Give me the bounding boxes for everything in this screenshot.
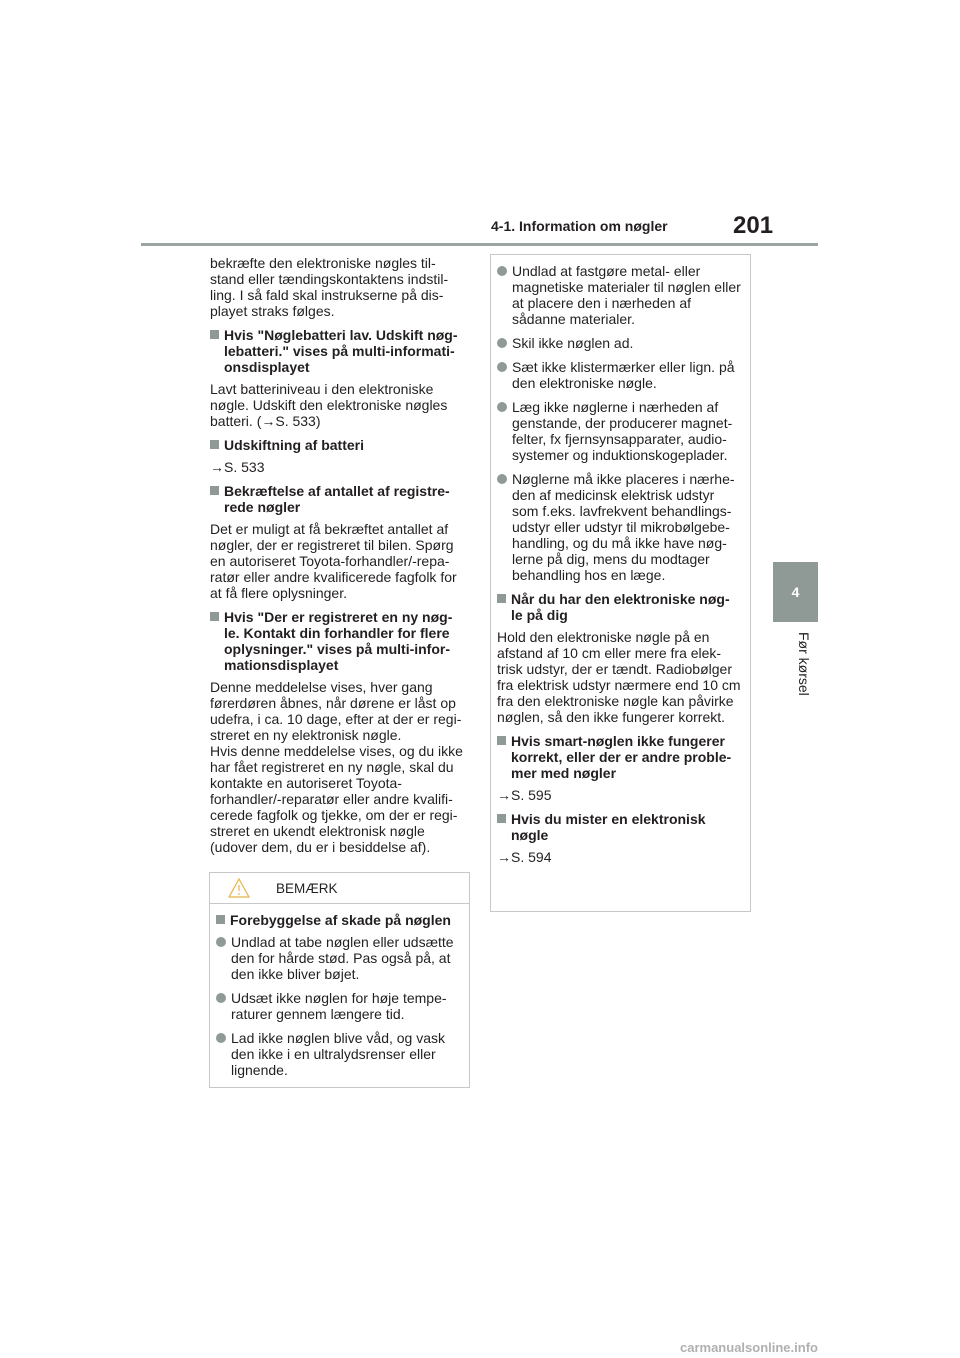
page-number: 201 bbox=[733, 212, 774, 239]
section-body: Denne meddelelse vises, hver gang førerdøren åbnes, når dørene er låst op udefra, i ca. 10 dage, efter at der er regi- streret en ny elektronisk nøgle. bbox=[210, 679, 462, 743]
list-item: Undlad at fastgøre metal- eller magnetiske materialer til nøglen eller at placere den i nærheden af sådanne materialer. bbox=[497, 263, 744, 327]
notice-header bbox=[210, 873, 469, 904]
section-heading: Bekræftelse af antallet af registre- rede nøgler bbox=[210, 483, 470, 515]
notice-title: BEMÆRK bbox=[276, 880, 338, 896]
square-bullet-icon bbox=[216, 915, 225, 924]
section-title: 4-1. Information om nøgler bbox=[491, 218, 668, 234]
list-item: Skil ikke nøglen ad. bbox=[497, 335, 744, 351]
right-info-box bbox=[490, 254, 751, 912]
section-heading: Udskiftning af batteri bbox=[210, 437, 470, 453]
page-reference[interactable]: →S. 594 bbox=[497, 849, 552, 865]
section-body: Hvis denne meddelelse vises, og du ikke har fået registreret en ny nøgle, skal du kontakte en autoriseret Toyota- forhandler/-reparatør eller andre kvalifi- cerede fagfolk og tjekke, om der er regi- streret en ukendt elektronisk nøgle (udover dem, du er i besiddelse af). bbox=[210, 743, 463, 855]
chapter-number: 4 bbox=[791, 584, 800, 600]
list-item: Sæt ikke klistermærker eller lign. på den elektroniske nøgle. bbox=[497, 359, 744, 391]
square-bullet-icon bbox=[497, 594, 506, 603]
bullet-dot-icon bbox=[497, 402, 507, 412]
header-rule bbox=[141, 243, 818, 246]
chapter-tab[interactable] bbox=[773, 562, 818, 622]
arrow-right-icon: → bbox=[497, 787, 511, 803]
list-item: Lad ikke nøglen blive våd, og vask den ikke i en ultralydsrenser eller lignende. bbox=[216, 1030, 463, 1078]
bullet-dot-icon bbox=[497, 338, 507, 348]
list-item: Læg ikke nøglerne i nærheden af genstande, der producerer magnet- felter, fx fjernsynsapparater, audio- systemer og induktionskogeplader. bbox=[497, 399, 744, 463]
square-bullet-icon bbox=[210, 440, 219, 449]
arrow-right-icon: → bbox=[210, 459, 224, 475]
section-heading: Hvis smart-nøglen ikke fungerer korrekt, eller der er andre proble- mer med nøgler bbox=[497, 733, 744, 781]
square-bullet-icon bbox=[210, 612, 219, 621]
page-reference[interactable]: →S. 533 bbox=[210, 459, 265, 475]
arrow-right-icon: → bbox=[497, 849, 511, 865]
intro-text: bekræfte den elektroniske nøgles til- stand eller tændingskontaktens indstil- ling. I så fald skal instrukserne på dis- playet straks følges. bbox=[210, 255, 449, 319]
section-body: Hold den elektroniske nøgle på en afstand af 10 cm eller mere fra elek- trisk udstyr, der er tændt. Radiobølger fra elektrisk udstyr nærmere end 10 cm fra den elektroniske nøgle kan påvirke nøglen, så den ikke fungerer korrekt. bbox=[497, 629, 741, 725]
bullet-dot-icon bbox=[497, 474, 507, 484]
section-heading: Hvis "Der er registreret en ny nøg- le. Kontakt din forhandler for flere oplysninger." vises på multi-infor- mationsdisplayet bbox=[210, 609, 470, 673]
warning-triangle-icon bbox=[228, 878, 250, 898]
square-bullet-icon bbox=[210, 486, 219, 495]
bullet-dot-icon bbox=[216, 1033, 226, 1043]
section-heading: Hvis "Nøglebatteri lav. Udskift nøg- lebatteri." vises på multi-informati- onsdisplayet bbox=[210, 327, 470, 375]
list-item: Udsæt ikke nøglen for høje tempe- raturer gennem længere tid. bbox=[216, 990, 463, 1022]
section-heading: Når du har den elektroniske nøg- le på dig bbox=[497, 591, 744, 623]
bullet-dot-icon bbox=[216, 993, 226, 1003]
left-column bbox=[210, 255, 470, 863]
section-heading: Hvis du mister en elektronisk nøgle bbox=[497, 811, 744, 843]
section-body: Det er muligt at få bekræftet antallet af nøgler, der er registreret til bilen. Spørg en autoriseret Toyota-forhandler/-repa- ratør eller andre kvalificerede fagfolk for at få flere oplysninger. bbox=[210, 521, 457, 601]
square-bullet-icon bbox=[497, 736, 506, 745]
notice-box bbox=[209, 872, 470, 1088]
list-item: Nøglerne må ikke placeres i nærhe- den af medicinsk elektrisk udstyr som f.eks. lavfrekvent behandlings- udstyr eller udstyr til mikrobølgebe- handling, og du må ikke have nøg- lerne på dig, mens du modtager behandling hos en læge. bbox=[497, 471, 744, 583]
section-body: Lavt batteriniveau i den elektroniske nøgle. Udskift den elektroniske nøgles batteri. (→S. 533) bbox=[210, 381, 448, 429]
bullet-dot-icon bbox=[216, 937, 226, 947]
chapter-title: Før kørsel bbox=[796, 632, 812, 696]
bullet-dot-icon bbox=[497, 362, 507, 372]
bullet-dot-icon bbox=[497, 266, 507, 276]
square-bullet-icon bbox=[210, 330, 219, 339]
notice-heading: Forebyggelse af skade på nøglen bbox=[216, 912, 463, 928]
square-bullet-icon bbox=[497, 814, 506, 823]
footer-watermark: carmanualsonline.info bbox=[680, 1340, 818, 1355]
list-item: Undlad at tabe nøglen eller udsætte den for hårde stød. Pas også på, at den ikke bliver bøjet. bbox=[216, 934, 463, 982]
page-reference[interactable]: →S. 595 bbox=[497, 787, 552, 803]
